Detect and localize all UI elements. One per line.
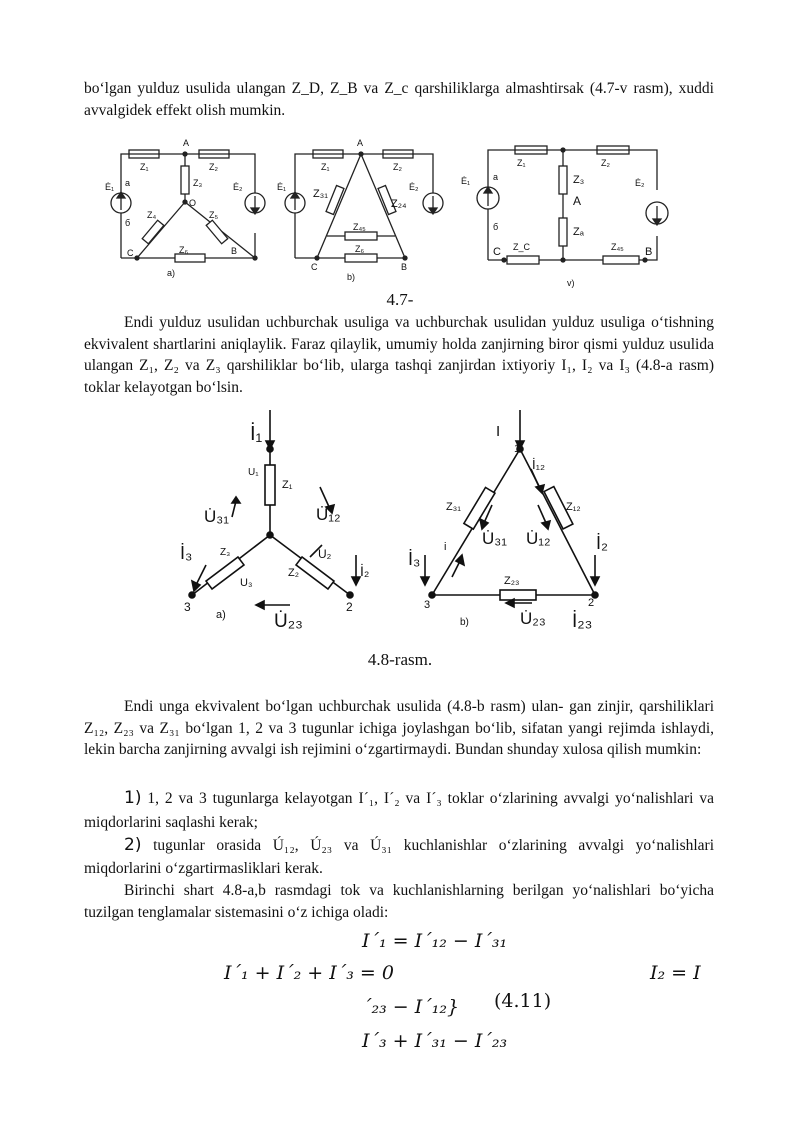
label-48b-u31: U̇₃₁ <box>482 529 507 548</box>
label-a: a <box>125 178 131 188</box>
label-48a-i1: İ₁ <box>250 423 263 445</box>
label-node-B: B <box>231 246 238 256</box>
label-b-e1: Ė₁ <box>277 182 287 192</box>
label-z2: Z₂ <box>209 162 218 172</box>
label-node-A: A <box>183 138 190 148</box>
equation-line-4: I´₃ + I´₃₁ − I´₂₃ <box>362 1030 508 1052</box>
equation-line-2-right: I₂ = I <box>650 962 701 984</box>
label-b-node-A: A <box>357 138 364 148</box>
label-b-node-C: C <box>311 262 318 272</box>
label-v-node-B: B <box>645 246 653 258</box>
label-v-z1: Z₁ <box>517 158 526 168</box>
label-e2: Ė₂ <box>233 182 243 192</box>
label-48a-node2: 2 <box>346 600 353 614</box>
label-48b-i3: İ₃ <box>408 549 421 569</box>
label-v-e2: Ė₂ <box>635 178 645 188</box>
label-b: б <box>125 218 131 228</box>
label-node-C: C <box>127 248 134 258</box>
label-z4: Z₄ <box>147 210 157 220</box>
label-e1: Ė₁ <box>105 182 115 192</box>
label-v-sub: v) <box>567 278 575 288</box>
paragraph-intro: bo‘lgan yulduz usulida ulangan Z_D, Z_B va Z_c qarshiliklarga almashtirsak (4.7-v rasm), xuddi avvalgidek effekt olish mumkin. <box>84 80 714 119</box>
label-48a-i2: İ₂ <box>360 563 370 579</box>
list-item-2-number: 2) <box>124 835 142 855</box>
label-48b-i: i <box>444 541 447 553</box>
list-item-1 <box>84 786 714 835</box>
label-48a-u23: U̇₂₃ <box>274 611 303 632</box>
label-48a-sub: a) <box>216 609 226 621</box>
label-48a-u31: U̇₃₁ <box>204 507 229 526</box>
figure-4-7 <box>105 138 705 290</box>
paragraph-equivalent-conditions: Endi yulduz usulidan uchburchak usuliga va uchburchak usulidan yulduz usuliga o‘tishning ekvivalent shartlarini aniqlaylik. Faraz qilaylik, umumiy holda zanjirning biror qismi yulduz usulida ulangan Z₁, Z₂ va Z₃ qarshiliklar bo‘lib, ularga tashqi zanjirdan ixtiyoriy I₁, I₂ va I₃ (4.8-a rasm) toklar kelayotgan bo‘lsin. <box>84 314 714 396</box>
label-48b-u12: U̇₁₂ <box>526 529 551 548</box>
label-v-z45: Z₄₅ <box>611 242 624 252</box>
label-48a-z1: Z₁ <box>282 479 293 491</box>
label-b-node-B: B <box>401 262 408 272</box>
list-item-2-text: tugunlar orasida Ú₁₂, Ú₂₃ va Ú₃₁ kuchlanishlar o‘zlarining avvalgi yo‘nalishlari miqdorlarini o‘zgartirmasliklari kerak. <box>84 837 715 877</box>
label-48b-i12: İ₁₂ <box>532 457 546 472</box>
label-b-z31: Z₃₁ <box>313 188 328 200</box>
label-b-z1: Z₁ <box>321 162 330 172</box>
label-v-e1: Ė₁ <box>461 176 471 186</box>
list-item-1-number: 1) <box>124 788 142 808</box>
label-z3: Z₃ <box>193 178 203 188</box>
list-item-2 <box>84 834 714 880</box>
label-v-a: a <box>493 172 499 182</box>
paragraph-triangle-equivalent: Endi unga ekvivalent bo‘lgan uchburchak usulida (4.8-b rasm) ulan- gan zinjir, qarshiliklari Z₁₂, Z₂₃ va Z₃₁ bo‘lgan 1, 2 va 3 tugunlar ichiga joylashgan bo‘lib, sifatan yangi rejimda ishlaydi, lekin barcha zanjirning avvalgi ish rejimini o‘zgartirmaydi. Bundan shunday xulosa qilish mumkin: <box>84 698 714 758</box>
label-b-z2: Z₂ <box>393 162 402 172</box>
label-48b-z31: Z₃₁ <box>446 501 461 513</box>
equation-line-2: I´₁ + I´₂ + I´₃ = 0 <box>224 962 394 984</box>
label-48b-u23: U̇₂₃ <box>520 609 546 628</box>
equation-line-1: I´₁ = I´₁₂ − I´₃₁ <box>362 930 508 952</box>
label-b-z45: Z₄₅ <box>353 222 366 232</box>
label-b-z24: Z₂₄ <box>391 198 407 210</box>
label-v-za: Zₐ <box>573 226 584 238</box>
label-48b-node3: 3 <box>424 599 431 611</box>
label-48a-u3: U₃ <box>240 577 253 589</box>
label-48b-i2: İ₂ <box>596 533 608 553</box>
label-48b-i23: İ₂₃ <box>572 611 593 632</box>
label-48a-node3: 3 <box>184 600 191 614</box>
label-sub-a: a) <box>167 268 176 278</box>
label-b-e2: Ė₂ <box>409 182 419 192</box>
label-48b-I: I <box>496 423 501 440</box>
label-48a-u12: U̇₁₂ <box>316 505 341 524</box>
label-z5: Z₅ <box>209 210 219 220</box>
label-v-node-A: A <box>573 194 582 208</box>
label-48a-u2: U₂ <box>318 547 332 561</box>
label-48b-z12: Z₁₂ <box>566 501 581 513</box>
label-48b-node2: 2 <box>588 597 595 609</box>
equation-line-3: ´₂₃ − I´₁₂} <box>362 996 460 1018</box>
equation-number: (4.11) <box>494 990 552 1012</box>
label-48b-sub: b) <box>460 617 469 628</box>
label-v-z3: Z₃ <box>573 174 585 186</box>
list-item-1-text: 1, 2 va 3 tugunlarga kelayotgan I´₁, I´₂ va I´₃ toklar o‘zlarining avvalgi yo‘nalishlari va miqdorlarini saqlashi kerak; <box>84 790 714 831</box>
label-node-O: O <box>189 198 197 208</box>
label-48a-z3: Z₃ <box>220 547 231 558</box>
label-48a-i3: İ₃ <box>180 543 193 563</box>
label-b-z6: Z₆ <box>355 244 365 254</box>
label-z1: Z₁ <box>140 162 149 172</box>
figure-4-7-caption: 4.7- <box>386 290 414 309</box>
paragraph-first-condition: Birinchi shart 4.8-a,b rasmdagi tok va kuchlanishlarning berilgan yo‘nalishlari bo‘yicha tuzilgan tenglamalar sistemasini o‘z ichiga oladi: <box>84 882 714 921</box>
label-v-node-C: C <box>493 246 501 258</box>
label-48a-u1: U₁ <box>248 467 259 478</box>
label-v-b: б <box>493 222 499 232</box>
figure-4-8 <box>170 405 620 645</box>
label-48b-node1: 1 <box>514 443 521 455</box>
label-48a-z2: Z₂ <box>288 567 299 579</box>
label-v-zc: Z_C <box>513 242 531 252</box>
label-v-z2: Z₂ <box>601 158 610 168</box>
label-48b-z23: Z₂₃ <box>504 575 520 587</box>
figure-4-8-caption: 4.8-rasm. <box>367 650 433 669</box>
label-b-sub: b) <box>347 272 356 282</box>
label-z6: Z₆ <box>179 245 189 255</box>
